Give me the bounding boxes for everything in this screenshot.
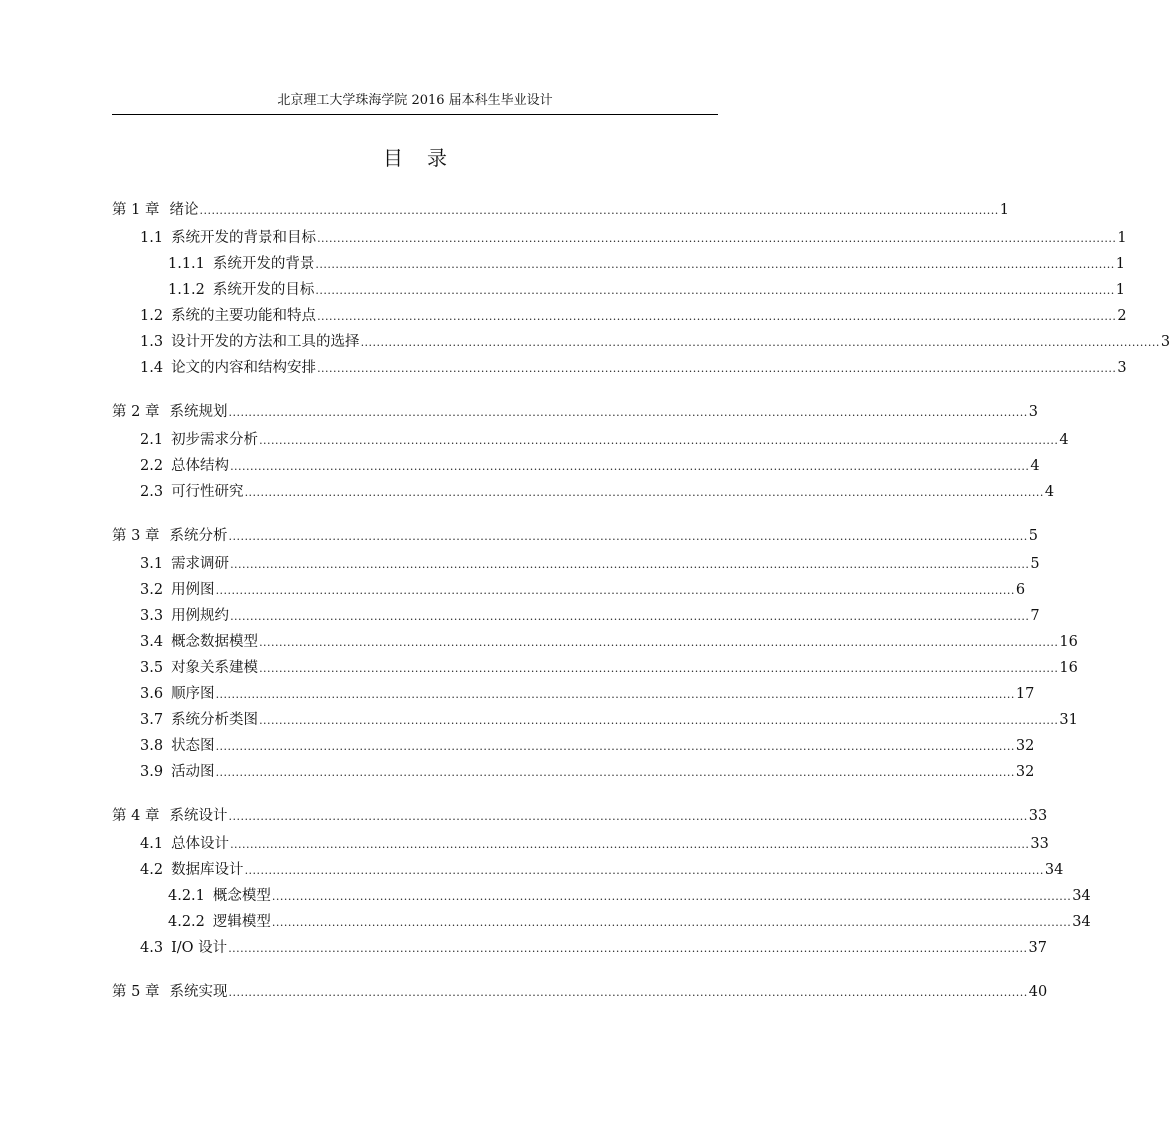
toc-entry-page-number: 34 — [1072, 914, 1091, 930]
header-rule — [112, 114, 718, 115]
toc-entry-label: 系统设计 — [169, 808, 228, 824]
toc-entry-label: 数据库设计 — [171, 862, 244, 878]
toc-entry-page-number: 17 — [1015, 686, 1035, 702]
toc-entry[interactable] — [140, 306, 1127, 326]
toc-dot-leader: ........................................................................................................................................................................................................ — [215, 766, 1015, 779]
toc-entry-number: 3.3 — [140, 608, 164, 624]
toc-dot-leader: ........................................................................................................................................................................................................ — [215, 740, 1015, 753]
toc-entry-page-number: 3 — [1160, 334, 1170, 350]
toc-entry-number: 3.5 — [140, 660, 164, 676]
toc-dot-leader: ........................................................................................................................................................................................................ — [317, 232, 1117, 245]
toc-entry-label: I/O 设计 — [171, 940, 228, 956]
toc-entry[interactable] — [140, 580, 1026, 600]
toc-entry-page-number: 40 — [1028, 984, 1048, 1000]
toc-entry-label: 需求调研 — [171, 556, 230, 572]
toc-dot-leader: ........................................................................................................................................................................................................ — [317, 310, 1117, 323]
toc-entry-number: 1.1 — [140, 230, 164, 246]
toc-entry-page-number: 5 — [1028, 528, 1039, 544]
toc-entry-number: 4.2.2 — [168, 914, 205, 930]
toc-entry-label: 用例规约 — [171, 608, 230, 624]
toc-entry-number: 3.6 — [140, 686, 164, 702]
toc-entry[interactable] — [168, 912, 1091, 932]
toc-entry[interactable] — [140, 482, 1055, 502]
toc-entry-label: 系统的主要功能和特点 — [171, 308, 317, 324]
toc-entry-number: 3.2 — [140, 582, 164, 598]
toc-entry-page-number: 3 — [1117, 360, 1127, 376]
toc-entry-number: 1.3 — [140, 334, 164, 350]
toc-entry-label: 状态图 — [171, 738, 215, 754]
toc-dot-leader: ........................................................................................................................................................................................................ — [271, 916, 1072, 929]
toc-entry-number: 第 2 章 — [112, 404, 160, 420]
toc-entry[interactable] — [140, 228, 1127, 248]
toc-dot-leader: ........................................................................................................................................................................................................ — [315, 284, 1115, 297]
toc-entry[interactable] — [140, 762, 1035, 782]
toc-entry-label: 系统分析类图 — [171, 712, 259, 728]
toc-dot-leader: ........................................................................................................................................................................................................ — [228, 942, 1028, 955]
toc-entry[interactable] — [140, 658, 1078, 678]
toc-entry-label: 对象关系建模 — [171, 660, 259, 676]
toc-dot-leader: ........................................................................................................................................................................................................ — [315, 258, 1115, 271]
toc-entry-number: 3.7 — [140, 712, 164, 728]
toc-entry-page-number: 34 — [1072, 888, 1091, 904]
toc-entry[interactable] — [140, 710, 1078, 730]
toc-dot-leader: ........................................................................................................................................................................................................ — [259, 714, 1059, 727]
toc-entry-page-number: 2 — [1117, 308, 1127, 324]
toc-dot-leader: ........................................................................................................................................................................................................ — [259, 636, 1059, 649]
toc-entry-number: 3.8 — [140, 738, 164, 754]
toc-entry[interactable] — [140, 736, 1035, 756]
toc-entry-label: 初步需求分析 — [171, 432, 259, 448]
toc-entry-label: 系统开发的背景 — [212, 256, 315, 272]
toc-entry[interactable] — [168, 254, 1125, 274]
toc-entry-label: 系统规划 — [169, 404, 228, 420]
toc-entry-page-number: 1 — [1117, 230, 1127, 246]
toc-dot-leader: ........................................................................................................................................................................................................ — [230, 558, 1030, 571]
toc-dot-leader: ........................................................................................................................................................................................................ — [228, 530, 1028, 543]
toc-entry-page-number: 7 — [1030, 608, 1040, 624]
toc-entry-label: 系统实现 — [169, 984, 228, 1000]
toc-entry-number: 4.2.1 — [168, 888, 205, 904]
toc-entry-number: 3.9 — [140, 764, 164, 780]
toc-entry[interactable] — [168, 280, 1125, 300]
toc-entry-label: 概念模型 — [212, 888, 271, 904]
toc-entry-label: 概念数据模型 — [171, 634, 259, 650]
toc-entry-number: 1.1.2 — [168, 282, 205, 298]
toc-entry[interactable] — [112, 806, 1048, 826]
toc-entry-page-number: 16 — [1059, 634, 1078, 650]
toc-entry-page-number: 4 — [1059, 432, 1069, 448]
toc-entry[interactable] — [140, 430, 1069, 450]
toc-entry-number: 1.2 — [140, 308, 164, 324]
toc-dot-leader: ........................................................................................................................................................................................................ — [317, 362, 1117, 375]
toc-entry-page-number: 34 — [1044, 862, 1064, 878]
toc-entry-number: 1.4 — [140, 360, 164, 376]
toc-entry-label: 绪论 — [169, 202, 199, 218]
toc-entry-page-number: 32 — [1015, 764, 1035, 780]
toc-entry-number: 3.1 — [140, 556, 164, 572]
toc-dot-leader: ........................................................................................................................................................................................................ — [244, 864, 1044, 877]
toc-entry-page-number: 4 — [1044, 484, 1055, 500]
toc-entry-label: 可行性研究 — [171, 484, 244, 500]
toc-dot-leader: ........................................................................................................................................................................................................ — [360, 336, 1160, 349]
toc-dot-leader: ........................................................................................................................................................................................................ — [230, 838, 1030, 851]
toc-dot-leader: ........................................................................................................................................................................................................ — [244, 486, 1044, 499]
toc-entry[interactable] — [140, 606, 1040, 626]
toc-entry-label: 总体设计 — [171, 836, 230, 852]
toc-entry[interactable] — [140, 332, 1170, 352]
toc-entry-page-number: 1 — [1115, 282, 1125, 298]
toc-entry-number: 第 3 章 — [112, 528, 160, 544]
toc-entry-page-number: 4 — [1030, 458, 1040, 474]
toc-entry[interactable] — [112, 200, 1010, 220]
toc-entry-page-number: 6 — [1015, 582, 1026, 598]
toc-entry-page-number: 16 — [1059, 660, 1078, 676]
toc-dot-leader: ........................................................................................................................................................................................................ — [228, 986, 1028, 999]
toc-entry-number: 第 5 章 — [112, 984, 160, 1000]
toc-entry-label: 逻辑模型 — [212, 914, 271, 930]
toc-dot-leader: ........................................................................................................................................................................................................ — [215, 688, 1015, 701]
toc-entry-number: 第 1 章 — [112, 202, 160, 218]
toc-entry-label: 顺序图 — [171, 686, 215, 702]
toc-entry[interactable] — [140, 358, 1127, 378]
toc-entry-number: 2.2 — [140, 458, 164, 474]
toc-entry-number: 第 4 章 — [112, 808, 160, 824]
toc-entry[interactable] — [140, 632, 1078, 652]
toc-entry-page-number: 32 — [1015, 738, 1035, 754]
toc-entry-number: 4.1 — [140, 836, 164, 852]
toc-entry[interactable] — [140, 834, 1049, 854]
toc-entry-page-number: 1 — [999, 202, 1010, 218]
toc-entry-number: 4.2 — [140, 862, 164, 878]
toc-dot-leader: ........................................................................................................................................................................................................ — [228, 406, 1028, 419]
toc-entry[interactable] — [140, 456, 1040, 476]
toc-dot-leader: ........................................................................................................................................................................................................ — [259, 662, 1059, 675]
toc-dot-leader: ........................................................................................................................................................................................................ — [215, 584, 1015, 597]
toc-entry-number: 1.1.1 — [168, 256, 205, 272]
toc-entry[interactable] — [140, 684, 1035, 704]
toc-entry[interactable] — [112, 982, 1048, 1002]
toc-entry-label: 设计开发的方法和工具的选择 — [171, 334, 360, 350]
toc-entry-label: 总体结构 — [171, 458, 230, 474]
toc-title: 目录 — [383, 146, 471, 170]
toc-entry-label: 系统开发的背景和目标 — [171, 230, 317, 246]
toc-dot-leader: ........................................................................................................................................................................................................ — [228, 810, 1028, 823]
toc-dot-leader: ........................................................................................................................................................................................................ — [230, 460, 1030, 473]
toc-entry-number: 2.3 — [140, 484, 164, 500]
toc-entry-page-number: 31 — [1059, 712, 1078, 728]
toc-entry-label: 系统分析 — [169, 528, 228, 544]
toc-entry[interactable] — [140, 938, 1047, 958]
toc-entry-number: 2.1 — [140, 432, 164, 448]
toc-entry-page-number: 5 — [1030, 556, 1040, 572]
toc-entry-page-number: 1 — [1115, 256, 1125, 272]
toc-entry-page-number: 3 — [1028, 404, 1039, 420]
toc-dot-leader: ........................................................................................................................................................................................................ — [199, 204, 999, 217]
toc-entry-page-number: 33 — [1030, 836, 1049, 852]
toc-dot-leader: ........................................................................................................................................................................................................ — [230, 610, 1030, 623]
toc-entry-label: 系统开发的目标 — [212, 282, 315, 298]
toc-entry-number: 4.3 — [140, 940, 164, 956]
toc-entry[interactable] — [112, 526, 1039, 546]
toc-entry[interactable] — [168, 886, 1091, 906]
toc-entry-label: 活动图 — [171, 764, 215, 780]
toc-entry[interactable] — [140, 860, 1064, 880]
toc-entry-label: 论文的内容和结构安排 — [171, 360, 317, 376]
toc-dot-leader: ........................................................................................................................................................................................................ — [259, 434, 1059, 447]
toc-entry[interactable] — [140, 554, 1040, 574]
running-header: 北京理工大学珠海学院 2016 届本科生毕业设计 — [277, 93, 553, 108]
toc-entry[interactable] — [112, 402, 1039, 422]
toc-dot-leader: ........................................................................................................................................................................................................ — [271, 890, 1072, 903]
toc-entry-page-number: 37 — [1028, 940, 1047, 956]
toc-entry-label: 用例图 — [171, 582, 215, 598]
toc-entry-number: 3.4 — [140, 634, 164, 650]
toc-entry-page-number: 33 — [1028, 808, 1048, 824]
